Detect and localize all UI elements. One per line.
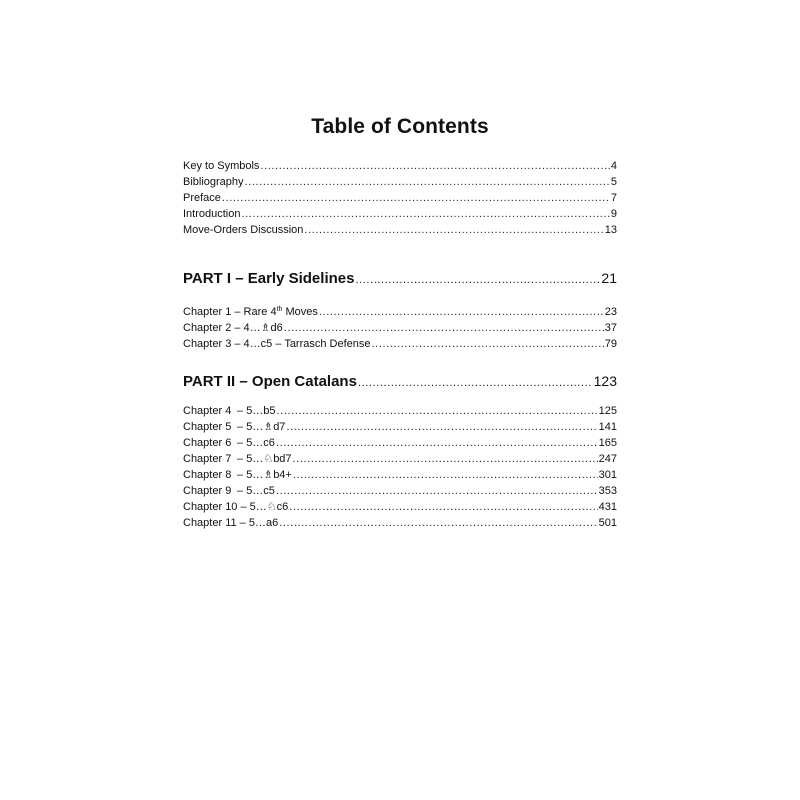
dot-leader — [304, 222, 603, 238]
toc-entry-page: 7 — [610, 192, 617, 204]
chapter-title: 4… — [243, 322, 261, 334]
toc-entry-page: 247 — [598, 453, 617, 465]
toc-entry-label — [183, 483, 275, 499]
toc-entry-page: 37 — [604, 322, 617, 334]
toc-entry-page: 301 — [598, 469, 617, 481]
toc-entry-page: 165 — [598, 437, 617, 449]
chapter-number: Chapter 11 — [183, 517, 237, 529]
front-matter-list — [183, 158, 617, 238]
part-title: PART I – Early Sidelines — [183, 270, 355, 287]
chapter-separator: – — [237, 485, 247, 497]
toc-entry-label: Move-Orders Discussion — [183, 224, 304, 236]
toc-entry-label: Introduction — [183, 208, 241, 220]
bishop-icon: ♗ — [260, 321, 271, 334]
toc-entry-introduction[interactable] — [183, 206, 617, 222]
chapter-number: Chapter 4 — [183, 405, 232, 417]
dot-leader — [245, 174, 610, 190]
chapter-title-suffix: b4+ — [273, 469, 292, 481]
toc-entry-page: 141 — [598, 421, 617, 433]
chapter-number: Chapter 2 — [183, 322, 232, 334]
toc-entry-chapter-9[interactable] — [183, 483, 617, 499]
toc-entry-chapter-8[interactable] — [183, 467, 617, 483]
chapter-title: 5…c5 — [246, 485, 275, 497]
chapter-number: Chapter 1 — [183, 306, 232, 318]
part-title: PART II – Open Catalans — [183, 373, 357, 390]
chapter-separator: – — [231, 322, 244, 334]
dot-leader — [293, 451, 598, 467]
toc-entry-page: 353 — [598, 485, 617, 497]
chapter-title: 5…a6 — [248, 517, 279, 529]
chapter-title: 5…c6 — [246, 437, 275, 449]
dot-leader — [222, 190, 610, 206]
chapter-separator: – — [231, 306, 244, 318]
dot-leader — [355, 269, 600, 289]
ordinal-suffix: th — [276, 306, 283, 313]
toc-entry-page: 501 — [598, 517, 617, 529]
knight-icon: ♘ — [266, 500, 277, 513]
bishop-icon: ♗ — [263, 420, 274, 433]
toc-entry-page: 79 — [604, 338, 617, 350]
toc-entry-label — [183, 320, 283, 336]
chapter-number: Chapter 8 — [183, 469, 232, 481]
chapter-separator: – — [237, 469, 247, 481]
chapter-title-suffix: d6 — [270, 322, 283, 334]
chapter-title-suffix: d7 — [273, 421, 286, 433]
chapter-separator: – — [236, 517, 249, 529]
dot-leader — [276, 435, 598, 451]
chapter-number: Chapter 6 — [183, 437, 232, 449]
dot-leader — [279, 515, 597, 531]
part-page: 21 — [601, 270, 617, 286]
part-entry[interactable] — [183, 370, 617, 392]
toc-entry-chapter-3[interactable] — [183, 336, 617, 352]
toc-entry-chapter-4[interactable] — [183, 403, 617, 419]
dot-leader — [277, 403, 598, 419]
chapter-number: Chapter 9 — [183, 485, 232, 497]
page-title: Table of Contents — [311, 115, 489, 138]
toc-entry-label: Preface — [183, 192, 221, 204]
toc-entry-chapter-10[interactable] — [183, 499, 617, 515]
dot-leader — [319, 304, 604, 320]
dot-leader — [289, 499, 597, 515]
knight-icon: ♘ — [263, 452, 274, 465]
part-entry[interactable] — [183, 267, 617, 289]
part-2-heading — [183, 370, 617, 392]
part-page: 123 — [593, 373, 617, 389]
toc-entry-move-orders-discussion[interactable] — [183, 222, 617, 238]
chapter-separator: – — [237, 437, 247, 449]
toc-entry-label — [183, 403, 276, 419]
chapter-number: Chapter 7 — [183, 453, 232, 465]
toc-entry-bibliography[interactable] — [183, 174, 617, 190]
chapter-title: Rare 4 — [243, 306, 277, 318]
chapter-separator: – — [237, 453, 247, 465]
chapter-title-suffix: Moves — [282, 306, 318, 318]
dot-leader — [241, 206, 609, 222]
dot-leader — [372, 336, 604, 352]
chapter-separator: – — [231, 338, 244, 350]
chapter-title: 4…c5 – Tarrasch Defense — [243, 338, 371, 350]
toc-entry-page: 125 — [598, 405, 617, 417]
toc-entry-chapter-5[interactable] — [183, 419, 617, 435]
toc-entry-page: 4 — [610, 160, 617, 172]
toc-entry-page: 431 — [598, 501, 617, 513]
toc-entry-page: 9 — [610, 208, 617, 220]
chapter-title-suffix: c6 — [276, 501, 289, 513]
toc-entry-label — [183, 435, 275, 451]
toc-entry-label: Bibliography — [183, 176, 244, 188]
dot-leader — [260, 158, 609, 174]
chapter-number: Chapter 10 — [183, 501, 238, 513]
bishop-icon: ♗ — [263, 468, 274, 481]
toc-entry-chapter-2[interactable] — [183, 320, 617, 336]
part-1-heading — [183, 267, 617, 289]
chapter-title: 5… — [249, 501, 267, 513]
toc-entry-page: 13 — [604, 224, 617, 236]
part-2-chapter-list — [183, 403, 617, 531]
chapter-separator: – — [237, 405, 247, 417]
dot-leader — [286, 419, 597, 435]
toc-entry-label — [183, 304, 318, 320]
toc-entry-label — [183, 515, 278, 531]
toc-entry-chapter-11[interactable] — [183, 515, 617, 531]
toc-entry-key-to-symbols[interactable] — [183, 158, 617, 174]
toc-entry-chapter-1[interactable] — [183, 304, 617, 320]
toc-entry-label — [183, 336, 371, 352]
chapter-title-suffix: bd7 — [273, 453, 292, 465]
toc-entry-label — [183, 451, 292, 467]
chapter-title: 5… — [246, 469, 264, 481]
toc-entry-chapter-6[interactable] — [183, 435, 617, 451]
toc-entry-page: 5 — [610, 176, 617, 188]
dot-leader — [293, 467, 598, 483]
dot-leader — [276, 483, 598, 499]
dot-leader — [284, 320, 604, 336]
toc-entry-label: Key to Symbols — [183, 160, 260, 172]
toc-entry-label — [183, 499, 288, 515]
chapter-title: 5… — [246, 453, 264, 465]
chapter-title: 5…b5 — [246, 405, 276, 417]
part-1-chapter-list — [183, 304, 617, 352]
toc-entry-chapter-7[interactable] — [183, 451, 617, 467]
chapter-number: Chapter 3 — [183, 338, 232, 350]
dot-leader — [358, 372, 593, 392]
toc-entry-page: 23 — [604, 306, 617, 318]
chapter-number: Chapter 5 — [183, 421, 232, 433]
toc-entry-preface[interactable] — [183, 190, 617, 206]
chapter-separator: – — [237, 501, 250, 513]
chapter-title: 5… — [246, 421, 264, 433]
toc-entry-label — [183, 419, 285, 435]
chapter-separator: – — [237, 421, 247, 433]
toc-entry-label — [183, 467, 292, 483]
